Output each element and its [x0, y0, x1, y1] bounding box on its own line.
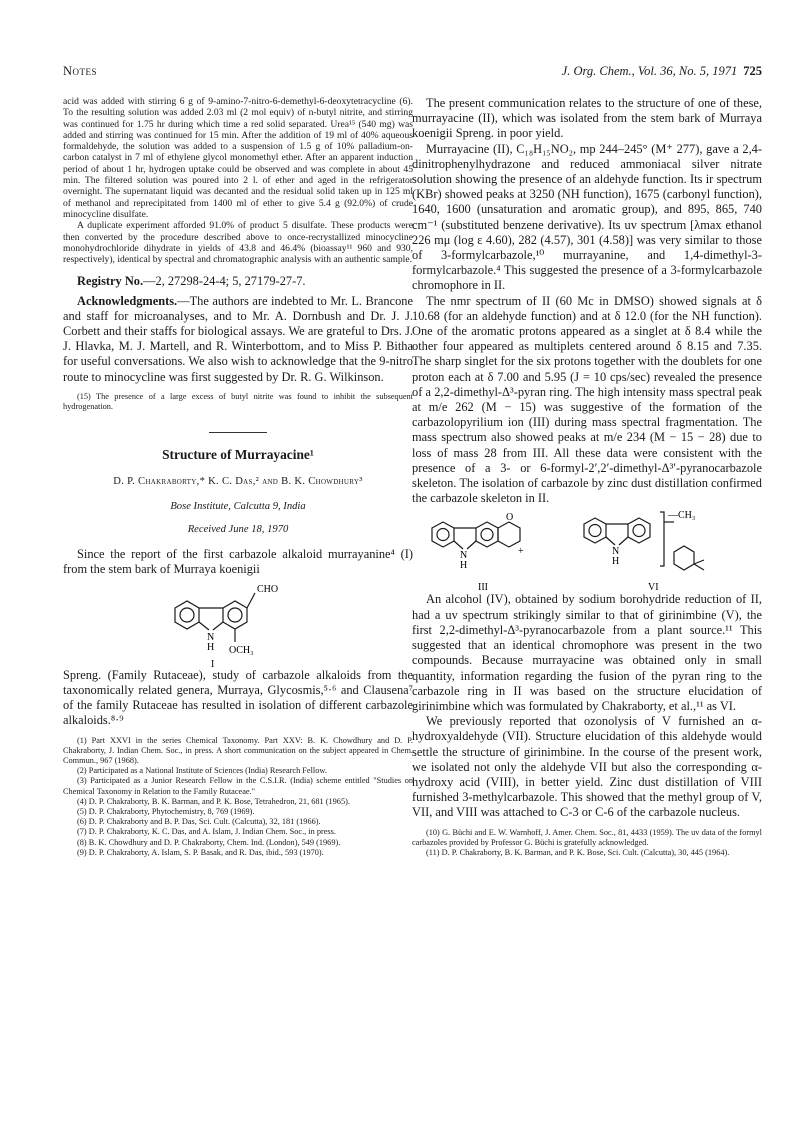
- footnote-8: (8) B. K. Chowdhury and D. P. Chakraborty, Chem. Ind. (London), 549 (1969).: [77, 837, 341, 847]
- struct-III-n: N: [460, 550, 468, 562]
- struct-III-o: O: [506, 512, 514, 524]
- intro-paragraph: Since the report of the first carbazole alkaloid murrayanine⁴ (I) from the stem bark of Murraya koenigii: [63, 547, 413, 577]
- struct-I-label: I: [211, 658, 215, 668]
- footnote-10: (10) G. Büchi and E. W. Warnhoff, J. Amer. Chem. Soc., 81, 4433 (1959). The uv data of the formyl carbazoles provided by Professor G. Büchi is gratefully acknowledged.: [412, 827, 762, 847]
- article-title: Structure of Murrayacine¹: [162, 447, 314, 463]
- footnote-9: (9) D. P. Chakraborty, A. Islam, S. P. Basak, and R. Das, ibid., 593 (1970).: [77, 847, 324, 857]
- paragraph-ozonolysis: We previously reported that ozonolysis of V furnished an α-hydroxyaldehyde (VII). Structure elucidation of this aldehyde would settle the structure of girinimbine. In the course of the present work, we isolated not only the aldehyde VII but also the corresponding α-hydroxy acid (VIII), in better yield. Zinc dust distillation of VIII furnished 3-methylcarbazole. This showed that the methyl group of V, VII, and VIII was attached to C-3 or C-6 of the carbazole nucleus.: [412, 714, 762, 820]
- struct-I-n: N: [207, 631, 215, 643]
- body-continuation: Spreng. (Family Rutaceae), study of carbazole alkaloids from the taxonomically related genera, Murraya, Glycosmis,⁵·⁶ and Clausena⁷ of the family Rutaceae has resulted in isolation of different carbazole alkaloids.⁸·⁹: [63, 667, 413, 728]
- struct-I-cho: CHO: [257, 583, 279, 595]
- footnote-4: (4) D. P. Chakraborty, B. K. Barman, and P. K. Bose, Tetrahedron, 21, 681 (1965).: [77, 796, 350, 806]
- right-footnotes: [412, 828, 762, 859]
- struct-III-h: H: [460, 560, 468, 572]
- structures-III-VI: [412, 506, 762, 592]
- footnote-1: (1) Part XXVI in the series Chemical Taxonomy. Part XXV: B. K. Chowdhury and D. P. Chakraborty, J. Indian Chem. Soc., in press. A short communication on the subject appeared in Chem. Commun., 967 (1968).: [63, 735, 413, 765]
- experimental-paragraph-2: A duplicate experiment afforded 91.0% of product 5 disulfate. These products were then converted by the procedure described above to once-recrystallized minocycline monohydrochloride dihydrate in yields of 43.8 and 46.4% (bioassay¹¹ 960 and 930, respectively), identical by spectral and chromatographic analysis with an authentic sample.: [63, 220, 413, 266]
- footnote-15: (15) The presence of a large excess of butyl nitrite was found to inhibit the subsequent hydrogenation.: [63, 391, 413, 412]
- paragraph-murrayacine: Murrayacine (II), C₁₈H₁₅NO₂, mp 244–245° (M⁺ 277), gave a 2,4-dinitrophenylhydrazone and reduced ammoniacal silver nitrate solution showing the presence of an aldehyde function. Its ir spectrum (KBr) showed peaks at 3250 (NH function), 1675 (carbonyl function), 1640, 1600 (unsaturation and aromatic group), and 895, 865, 740 cm⁻¹ (substituted benzene derivative). Its uv spectrum [λmax ethanol 226 mμ (log ε 4.60), 282 (4.57), 301 (4.58)] was very similar to those of 3-formylcarbazole,¹⁰ murrayanine, and 1,4-dimethyl-3-formylcarbazole.⁴ This suggested the presence of a 3-formylcarbazole chromophore in II.: [412, 141, 762, 293]
- paragraph-alcohol: An alcohol (IV), obtained by sodium borohydride reduction of II, had a uv spectrum strikingly similar to that of girinimbine (V), the first 2,2-dimethyl-Δ³-pyranocarbazole from a plant source.¹¹ This suggested that an identical chromophore was present in the two compounds. Because murrayacine was obtained only in small quantity, information regarding the fusion of the pyran ring to the carbazole ring in II was based on the structure elucidation of girinimbine which was formulated by Chakraborty, et al.,¹¹ as VI.: [412, 592, 762, 713]
- struct-I-och3: OCH₃: [229, 644, 254, 656]
- struct-III-plus: +: [518, 546, 524, 558]
- right-column: [412, 96, 762, 858]
- paragraph-nmr: The nmr spectrum of II (60 Mc in DMSO) showed signals at δ 10.68 (for an aldehyde function) and at δ 12.0 (for the NH function). One of the aromatic protons appeared as a singlet at δ 8.4 while the other four appeared as multiplets centered around δ 8.15 and 7.35. The sharp singlet for the six protons together with the doublets for one proton each at δ 7.00 and 5.95 (J = 10 cps/sec) revealed the presence of a 2,2-dimethyl-Δ³-pyran ring. The high intensity mass spectral peak at m/e 262 (M − 15) was suggestive of the formation of the carbazolopyrilium ion (III) during mass spectral fragmentation. The mass spectrum also showed peaks at m/e 234 (M − 15 − 28) due to loss of mass 28 from III. All these data were consistent with the presence of a 3- or 6-formyl-2′,2′-dimethyl-Δ³′-pyranocarbazole skeleton. The isolation of carbazole by zinc dust distillation confirmed the carbazole skeleton in II.: [412, 293, 762, 506]
- acknowledgments: [63, 294, 413, 385]
- running-header-journal: [562, 64, 762, 78]
- footnote-3: (3) Participated as a Junior Research Fellow in the C.S.I.R. (India) scheme entitled "Studies on Chemical Taxonomy in Relation to the Family Rutaceae.": [63, 776, 413, 796]
- struct-VI-label: VI: [648, 582, 659, 593]
- paragraph-communication: The present communication relates to the structure of one of these, murrayacine (II), which was isolated from the stem bark of Murraya koenigii Spreng. in poor yield.: [412, 96, 762, 141]
- structure-I-murrayanine: [63, 578, 413, 668]
- left-footnotes: [63, 736, 413, 858]
- footnote-7: (7) D. P. Chakraborty, K. C. Das, and A. Islam, J. Indian Chem. Soc., in press.: [77, 827, 336, 837]
- footnote-11: (11) D. P. Chakraborty, B. K. Barman, and P. K. Bose, Sci. Cult. (Calcutta), 30, 445 (1964).: [426, 847, 730, 857]
- experimental-paragraph-1: acid was added with stirring 6 g of 9-amino-7-nitro-6-demethyl-6-deoxytetracycline (6). To the resulting solution was added 2.03 ml (2 mol equiv) of n-butyl nitrite, and stirring was continued for 1.75 hr during which time a red solid separated. Urea¹⁵ (540 mg) was added and stirring was continued for 15 min. After the addition of 19 ml of 40% aqueous formaldehyde, the solution was added to a suspension of 1.5 g of 10% palladium-on-carbon catalyst in 7 ml of ethylene glycol monomethyl ether. After an apparent induction period of about 1 hr, hydrogen uptake could be observed and was complete in about 45 min. The filtered solution was poured into 2 l. of ether and aged in the refrigerator overnight. The supernatant liquid was decanted and the residual solid taken up in 125 ml of methanol and reprecipitated from 1400 ml of ether to give 5.4 g (92.0%) of crude minocycline disulfate.: [63, 96, 413, 220]
- footnote-2: (2) Participated as a National Institute of Sciences (India) Research Fellow.: [77, 766, 327, 776]
- struct-VI-h: H: [612, 556, 620, 568]
- registry-text: —2, 27298-24-4; 5, 27179-27-7.: [143, 274, 306, 289]
- footnote-5: (5) D. P. Chakraborty, Phytochemistry, 8, 769 (1969).: [77, 806, 255, 816]
- page-number: 725: [743, 64, 762, 78]
- ack-text: —The authors are indebted to Mr. L. Brancone and staff for microanalyses, and to Mr. A. Dornbush and Dr. J. J. Corbett and their staffs for biological assays. We are grateful to Drs. J. J. Hlavka, M. J. Martell, and R. Winterbottom, and to Miss P. Bitha for useful conversations. We also wish to acknowledge that the 9-nitro route to minocycline was first suggested by Dr. R. G. Wilkinson.: [63, 293, 413, 384]
- running-header-section: Notes: [63, 64, 98, 78]
- section-divider: [209, 432, 267, 433]
- left-column: [63, 96, 413, 858]
- institution: Bose Institute, Calcutta 9, India: [170, 501, 306, 513]
- received-date: Received June 18, 1970: [187, 524, 289, 536]
- registry-label: Registry No.: [77, 274, 144, 289]
- struct-VI-ch3: —CH₃: [668, 510, 696, 522]
- struct-VI-n: N: [612, 546, 620, 558]
- ack-label: Acknowledgments.: [77, 293, 178, 308]
- author-list: D. P. Chakraborty,* K. C. Das,² and B. K. Chowdhury³: [113, 476, 363, 488]
- struct-I-h: H: [207, 641, 215, 653]
- footnote-6: (6) D. P. Chakraborty and B. P. Das, Sci. Cult. (Calcutta), 32, 181 (1966).: [77, 817, 321, 827]
- registry-numbers: [63, 274, 413, 289]
- struct-III-label: III: [478, 582, 488, 593]
- journal-citation: J. Org. Chem., Vol. 36, No. 5, 1971: [561, 64, 738, 78]
